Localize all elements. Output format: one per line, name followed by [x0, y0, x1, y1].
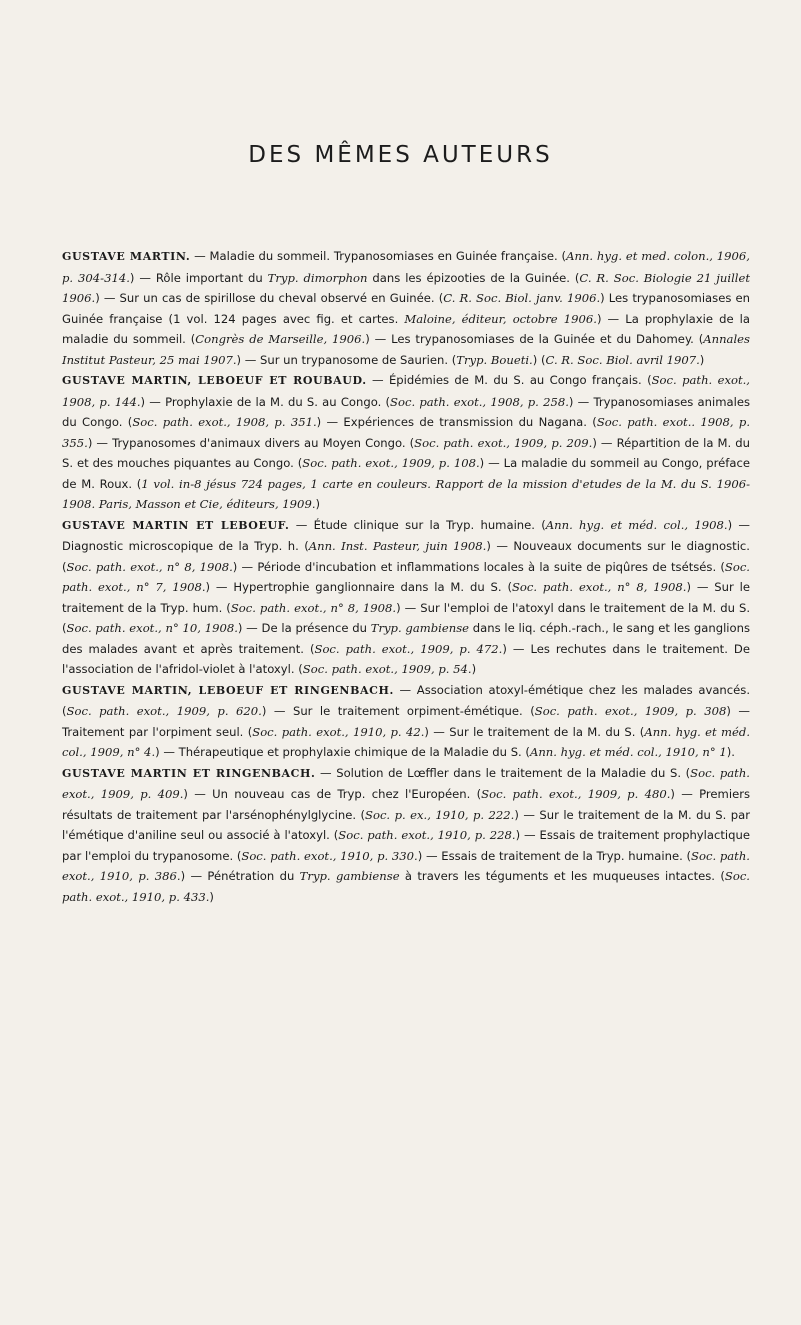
entry-citation: Soc. path. exot., 1908, p. 258. [390, 394, 569, 409]
entry-text: ) — Sur l'emploi de l'atoxyl dans le traitement de la M. du S. ( [62, 600, 751, 635]
entry-text: ) — Période d'incubation et inflammations locales à la suite de piqûres de tsétsés. ( [232, 559, 725, 574]
entry-text: dans les épizooties de la Guinée. ( [367, 270, 580, 285]
entry-citation: Soc. path. exot., 1910, p. 42. [252, 724, 425, 739]
entry-text: ) — Sur le traitement de la M. du S. par l'émétique d'aniline seul ou associé à l'atoxyl. ( [62, 807, 750, 842]
entry-text: ) — Trypanosomes d'animaux divers au Moyen Congo. ( [87, 435, 415, 450]
entry-text: ) [699, 352, 705, 367]
entry-text: ) — Traitement par l'orpiment seul. ( [62, 704, 750, 739]
entry-text: ) — Un nouveau cas de Tryp. chez l'Européen. ( [183, 787, 482, 801]
entry-citation: Soc. path. exot., n° 8, 1908. [511, 580, 687, 594]
entry-citation: C. R. Soc. Biologie 21 juillet 1906. [62, 270, 751, 305]
entry-citation: Tryp. Boueti. [456, 352, 533, 367]
entry-citation: Soc. path. exot., 1908, p. 351. [132, 415, 317, 429]
entry-citation: Soc. path. exot.. 1908, p. 355. [62, 415, 751, 450]
entry-citation: Ann. Inst. Pasteur, juin 1908. [308, 539, 487, 553]
entry-text: dans le liq. céph.-rach., le sang et les ganglions des malades avant et après traitement. ( [62, 621, 750, 656]
entry-citation: Soc. path. exot., 1909, p. 472. [314, 641, 503, 656]
entry-text: ) — Répartition de la M. du S. et des mouches piquantes au Congo. ( [62, 435, 750, 470]
entry-authors: GUSTAVE MARTIN. [62, 250, 191, 263]
entry-citation: Soc. path. exot., n° 8, 1908. [66, 559, 233, 574]
entry-citation: Soc. path. exot., n° 7, 1908. [62, 559, 750, 594]
entry-text: ) — Sur un cas de spirillose du cheval observé en Guinée. ( [95, 291, 444, 305]
entry-text: ) — La maladie du sommeil au Congo, préface de M. Roux. ( [62, 456, 750, 491]
entry-citation: Soc. path. exot., 1909, p. 480. [481, 787, 671, 801]
entry-citation: Tryp. dimorphon [267, 270, 368, 285]
entry-citation: Soc. path. exot., n° 10, 1908. [66, 621, 238, 635]
entry-text: ) — Diagnostic microscopique de la Tryp. h. ( [62, 517, 750, 553]
entry-citation: Congrès de Marseille, 1906. [195, 332, 366, 346]
entry-text: ) — Pénétration du [180, 869, 300, 883]
entry-text: ) Les trypanosomiases en Guinée française (1 vol. 124 pages avec fig. et cartes. [62, 291, 750, 326]
entry-text: ) — Les rechutes dans le traitement. De l'association de l'afridol-violet à l'atoxyl. ( [62, 641, 750, 676]
entry-text: ) — La prophylaxie de la maladie du sommeil. ( [62, 311, 751, 346]
page-heading: DES MÊMES AUTEURS [248, 142, 553, 168]
entry-citation: Ann. hyg. et méd. col., 1909, n° 4. [62, 724, 751, 759]
bibliography-entry [62, 246, 750, 370]
entry-citation: Soc. path. exot., 1909, p. 108. [302, 456, 480, 470]
entry-citation: C. R. Soc. Biol. avril 1907. [545, 352, 700, 367]
entry-text: ) — Prophylaxie de la M. du S. au Congo. ( [140, 394, 391, 409]
entry-authors: GUSTAVE MARTIN, LEBOEUF ET RINGENBACH. [62, 683, 394, 697]
entry-citation: Annales Institut Pasteur, 25 mai 1907. [62, 332, 750, 367]
entry-text: à travers les téguments et les muqueuses intactes. ( [399, 869, 725, 883]
entry-text: ) [315, 497, 321, 511]
entry-text: — Épidémies de M. du S. au Congo français. ( [366, 373, 652, 387]
entry-text: — Association atoxyl-émétique chez les malades avancés. ( [62, 682, 751, 718]
entry-citation: Soc. path. exot., 1909, p. 54. [302, 662, 472, 676]
entry-text: ) — Premiers résultats de traitement par l'arsénophénylglycine. ( [62, 787, 751, 822]
entry-text: ) — Sur le traitement orpiment-émétique. ( [261, 704, 535, 718]
entry-citation: Soc. path. exot., 1910, p. 386. [62, 848, 750, 883]
entry-citation: Soc. path. exot., 1910, p. 433. [62, 869, 750, 904]
entry-text: ) ( [532, 352, 546, 367]
bibliography-entry [62, 680, 750, 763]
entry-text: ) — Les trypanosomiases de la Guinée et du Dahomey. ( [365, 332, 704, 346]
entry-authors: GUSTAVE MARTIN ET LEBOEUF. [62, 518, 290, 532]
entry-citation: Soc. path. exot., 1909, p. 620. [66, 704, 262, 718]
entry-citation: Ann. hyg. et méd. col., 1910, n° 1 [529, 745, 727, 759]
entry-citation: Maloine, éditeur, octobre 1906. [404, 311, 597, 326]
entry-text: ) — Sur un trypanosome de Saurien. ( [236, 352, 457, 367]
bibliography-list [62, 246, 750, 907]
entry-citation: Ann. hyg. et med. colon., 1906, p. 304-314. [62, 249, 750, 285]
entry-text: ) [209, 889, 214, 904]
entry-citation: C. R. Soc. Biol. janv. 1906. [443, 291, 601, 305]
entry-authors: GUSTAVE MARTIN, LEBOEUF ET ROUBAUD. [62, 374, 367, 387]
entry-text: ) — Sur le traitement de la Tryp. hum. ( [62, 580, 750, 615]
entry-citation: Soc. p. ex., 1910, p. 222. [365, 807, 515, 822]
entry-text: — Solution de Lœffler dans le traitement de la Maladie du S. ( [315, 765, 691, 780]
entry-text: ) — Thérapeutique et prophylaxie chimique de la Maladie du S. ( [155, 745, 530, 759]
entry-text: ) — Sur le traitement de la M. du S. ( [424, 724, 645, 739]
entry-citation: Soc. path. exot., 1910, p. 228. [338, 828, 516, 842]
entry-citation: Soc. path. exot., n° 8, 1908. [230, 600, 397, 615]
entry-text: ) — Essais de traitement de la Tryp. humaine. ( [417, 848, 692, 863]
bibliography-entry [62, 763, 750, 908]
entry-text: ) — Rôle important du [129, 270, 268, 285]
entry-citation: Soc. path. exot., 1910, p. 330. [241, 848, 418, 863]
entry-text: ) — Hypertrophie ganglionnaire dans la M. du S. ( [205, 580, 512, 594]
entry-text: — Maladie du sommeil. Trypanosomiases en Guinée française. ( [190, 249, 567, 263]
entry-text: ) — De la présence du [237, 621, 371, 635]
bibliography-entry [62, 370, 750, 515]
entry-text: ) — Nouveaux documents sur le diagnostic. ( [62, 539, 750, 574]
entry-citation: Soc. path. exot., 1909, p. 308 [534, 704, 727, 718]
bibliography-entry [62, 515, 750, 680]
entry-citation: Soc. path. exot., 1908, p. 144. [62, 373, 750, 409]
entry-text: — Étude clinique sur la Tryp. humaine. ( [289, 517, 546, 532]
entry-citation: Tryp. gambiense [299, 869, 400, 883]
entry-citation: Tryp. gambiense [370, 621, 470, 635]
entry-citation: 1 vol. in-8 jésus 724 pages, 1 carte en couleurs. Rapport de la mission d'etudes de la M. du S. 1906-1908. Paris, Masson et Cie, éditeurs, 1909. [62, 476, 750, 511]
entry-citation: Ann. hyg. et méd. col., 1908. [545, 517, 728, 532]
entry-text: ) — Expériences de transmission du Nagana. ( [316, 415, 597, 429]
entry-text: ). [726, 745, 735, 759]
entry-authors: GUSTAVE MARTIN ET RINGENBACH. [62, 766, 316, 780]
entry-citation: Soc. path. exot., 1909, p. 409. [62, 765, 750, 801]
entry-text: ) — Essais de traitement prophylactique par l'emploi du trypanosome. ( [62, 828, 750, 863]
entry-citation: Soc. path. exot., 1909, p. 209. [414, 435, 593, 450]
entry-text: ) [471, 662, 477, 676]
entry-text: ) — Trypanosomiases animales du Congo. ( [62, 394, 750, 429]
